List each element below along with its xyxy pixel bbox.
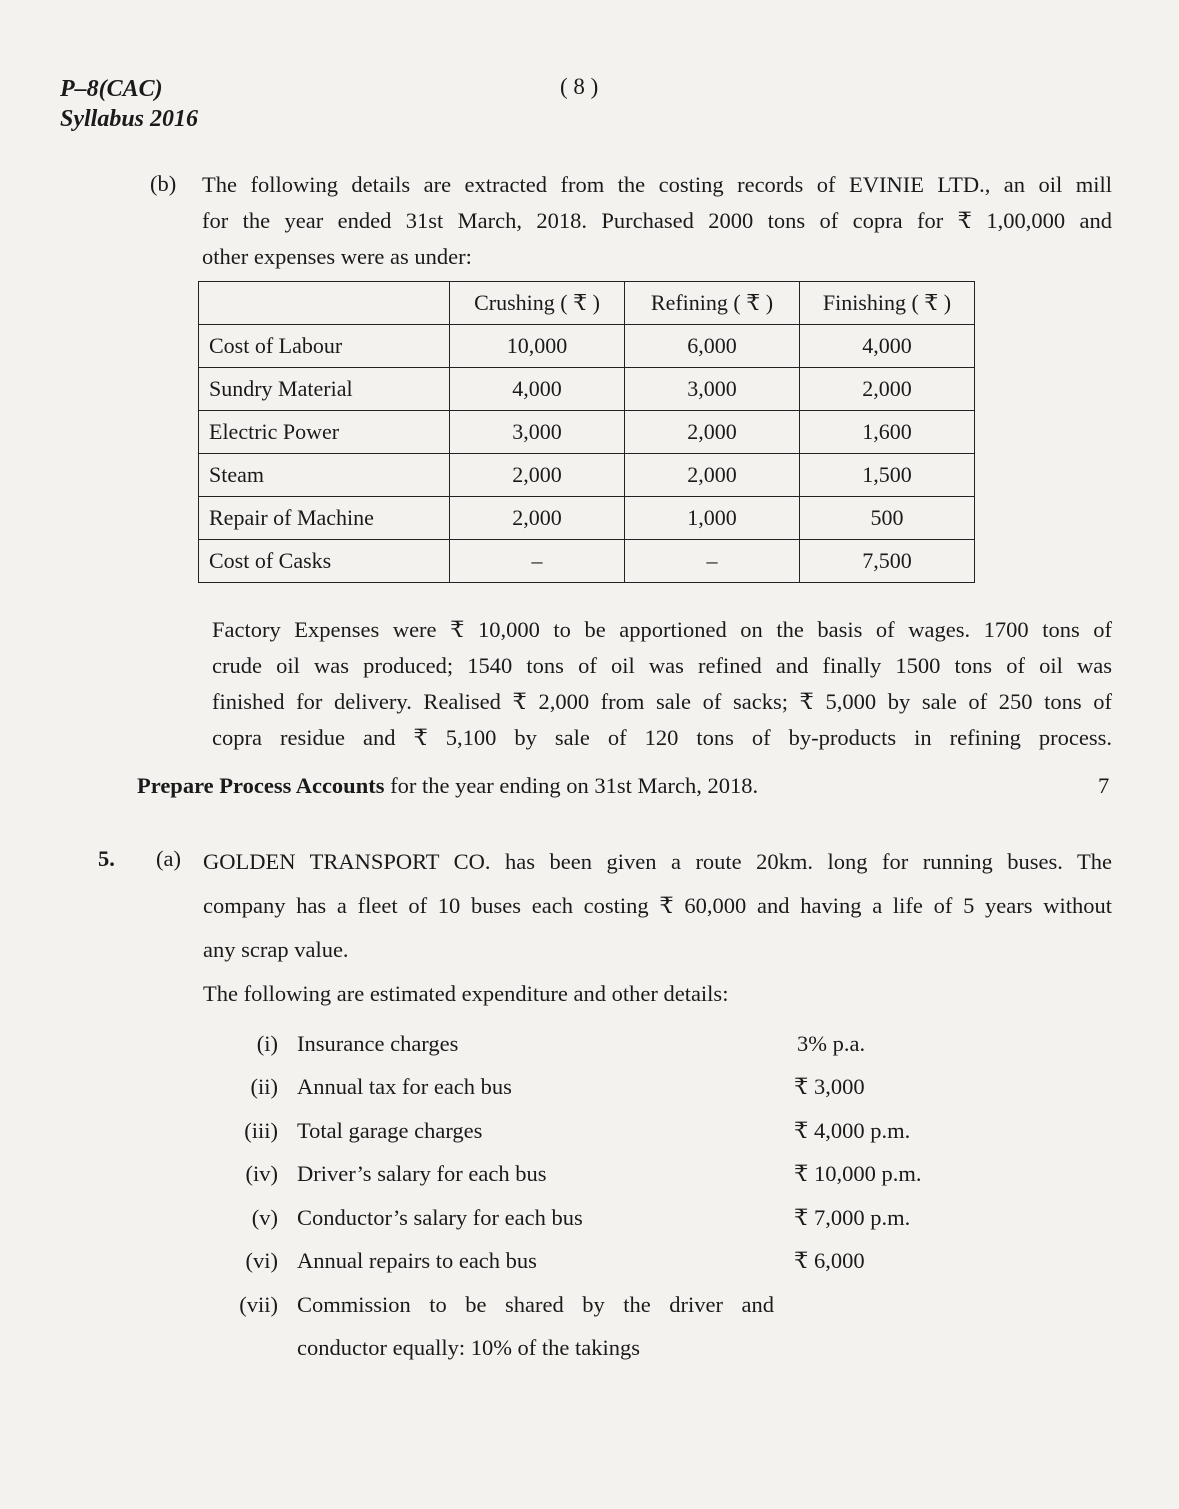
row-label: Cost of Labour bbox=[199, 325, 450, 368]
row-label: Cost of Casks bbox=[199, 540, 450, 583]
item-text: Annual repairs to each bus bbox=[297, 1248, 537, 1273]
table-row bbox=[199, 368, 975, 411]
cell-crushing: 4,000 bbox=[450, 368, 625, 411]
part-b-label: (b) bbox=[150, 171, 177, 196]
item-number: (v) bbox=[251, 1205, 278, 1230]
row-label: Steam bbox=[199, 454, 450, 497]
cell-refining: 2,000 bbox=[625, 454, 800, 497]
instruction-rest: for the year ending on 31st March, 2018. bbox=[390, 773, 759, 798]
list-item bbox=[0, 1248, 1179, 1284]
item-number: (ii) bbox=[250, 1074, 278, 1099]
cell-crushing: 10,000 bbox=[450, 325, 625, 368]
cell-refining: 1,000 bbox=[625, 497, 800, 540]
syllabus-label: Syllabus 2016 bbox=[60, 106, 199, 132]
cell-crushing: 2,000 bbox=[450, 497, 625, 540]
q5-line2: company has a fleet of 10 buses each costing ₹ 60,000 and having a life of 5 years without bbox=[203, 893, 1112, 918]
item-value: ₹ 6,000 bbox=[794, 1248, 865, 1273]
table-row bbox=[199, 411, 975, 454]
cell-finishing: 1,600 bbox=[800, 411, 975, 454]
cell-finishing: 4,000 bbox=[800, 325, 975, 368]
part-b-intro-line2: for the year ended 31st March, 2018. Purchased 2000 tons of copra for ₹ 1,00,000 and bbox=[202, 208, 1112, 233]
paper-code-block bbox=[60, 74, 198, 134]
cell-refining: – bbox=[625, 540, 800, 583]
list-item bbox=[0, 1205, 1179, 1241]
item-number: (vi) bbox=[245, 1248, 278, 1273]
item-value: ₹ 4,000 p.m. bbox=[794, 1118, 911, 1143]
table-row bbox=[199, 540, 975, 583]
table-header-blank bbox=[199, 282, 450, 325]
table-row bbox=[199, 454, 975, 497]
table-header-row bbox=[199, 282, 975, 325]
list-item bbox=[0, 1031, 1179, 1067]
item-number: (iii) bbox=[244, 1118, 278, 1143]
page-number: ( 8 ) bbox=[560, 74, 599, 99]
instruction-bold: Prepare Process Accounts bbox=[137, 773, 385, 798]
q5-part-label: (a) bbox=[156, 846, 181, 871]
item-text: Insurance charges bbox=[297, 1031, 459, 1056]
item-text: Driver’s salary for each bus bbox=[297, 1161, 547, 1186]
notes-line3: finished for delivery. Realised ₹ 2,000 from sale of sacks; ₹ 5,000 by sale of 250 tons of bbox=[212, 689, 1112, 714]
paper-code: P–8(CAC) bbox=[60, 76, 163, 102]
notes-line2: crude oil was produced; 1540 tons of oil was refined and finally 1500 tons of oil was bbox=[212, 653, 1112, 678]
process-cost-table bbox=[198, 281, 975, 583]
cell-finishing: 2,000 bbox=[800, 368, 975, 411]
part-b-intro-line1: The following details are extracted from the costing records of EVINIE LTD., an oil mill bbox=[202, 172, 1112, 197]
notes-line1: Factory Expenses were ₹ 10,000 to be apportioned on the basis of wages. 1700 tons of bbox=[212, 617, 1112, 642]
cell-finishing: 500 bbox=[800, 497, 975, 540]
cell-crushing: 3,000 bbox=[450, 411, 625, 454]
item-number: (iv) bbox=[245, 1161, 278, 1186]
q5-line3: any scrap value. bbox=[203, 937, 349, 962]
item-value: ₹ 10,000 p.m. bbox=[794, 1161, 922, 1186]
question-number: 5. bbox=[98, 846, 115, 871]
item-value: ₹ 7,000 p.m. bbox=[794, 1205, 911, 1230]
cell-refining: 2,000 bbox=[625, 411, 800, 454]
part-b-intro-line3: other expenses were as under: bbox=[202, 244, 472, 269]
cell-refining: 3,000 bbox=[625, 368, 800, 411]
notes-line4: copra residue and ₹ 5,100 by sale of 120 tons of by-products in refining process. bbox=[212, 725, 1112, 750]
cell-crushing: 2,000 bbox=[450, 454, 625, 497]
item-text: Conductor’s salary for each bus bbox=[297, 1205, 583, 1230]
list-item bbox=[0, 1292, 1179, 1328]
table-header-refining: Refining ( ₹ ) bbox=[625, 282, 800, 325]
row-label: Sundry Material bbox=[199, 368, 450, 411]
q5-list-intro: The following are estimated expenditure and other details: bbox=[203, 981, 729, 1006]
item-number: (vii) bbox=[239, 1292, 278, 1317]
list-item bbox=[0, 1074, 1179, 1110]
table-header-crushing: Crushing ( ₹ ) bbox=[450, 282, 625, 325]
list-item bbox=[0, 1161, 1179, 1197]
instruction bbox=[137, 768, 758, 804]
table-header-finishing: Finishing ( ₹ ) bbox=[800, 282, 975, 325]
row-label: Repair of Machine bbox=[199, 497, 450, 540]
item-value: ₹ 3,000 bbox=[794, 1074, 865, 1099]
item7-line2: conductor equally: 10% of the takings bbox=[297, 1335, 641, 1360]
row-label: Electric Power bbox=[199, 411, 450, 454]
item-text: Total garage charges bbox=[297, 1118, 483, 1143]
cell-refining: 6,000 bbox=[625, 325, 800, 368]
table-row bbox=[199, 497, 975, 540]
table-row bbox=[199, 325, 975, 368]
cell-crushing: – bbox=[450, 540, 625, 583]
list-item bbox=[0, 1118, 1179, 1154]
q5-line1: GOLDEN TRANSPORT CO. has been given a route 20km. long for running buses. The bbox=[203, 849, 1112, 874]
item-number: (i) bbox=[256, 1031, 278, 1056]
cell-finishing: 7,500 bbox=[800, 540, 975, 583]
item-text: Annual tax for each bus bbox=[297, 1074, 512, 1099]
cell-finishing: 1,500 bbox=[800, 454, 975, 497]
item-text: Commission to be shared by the driver and bbox=[297, 1292, 774, 1317]
item-value: 3% p.a. bbox=[797, 1031, 866, 1056]
marks: 7 bbox=[1098, 773, 1110, 798]
